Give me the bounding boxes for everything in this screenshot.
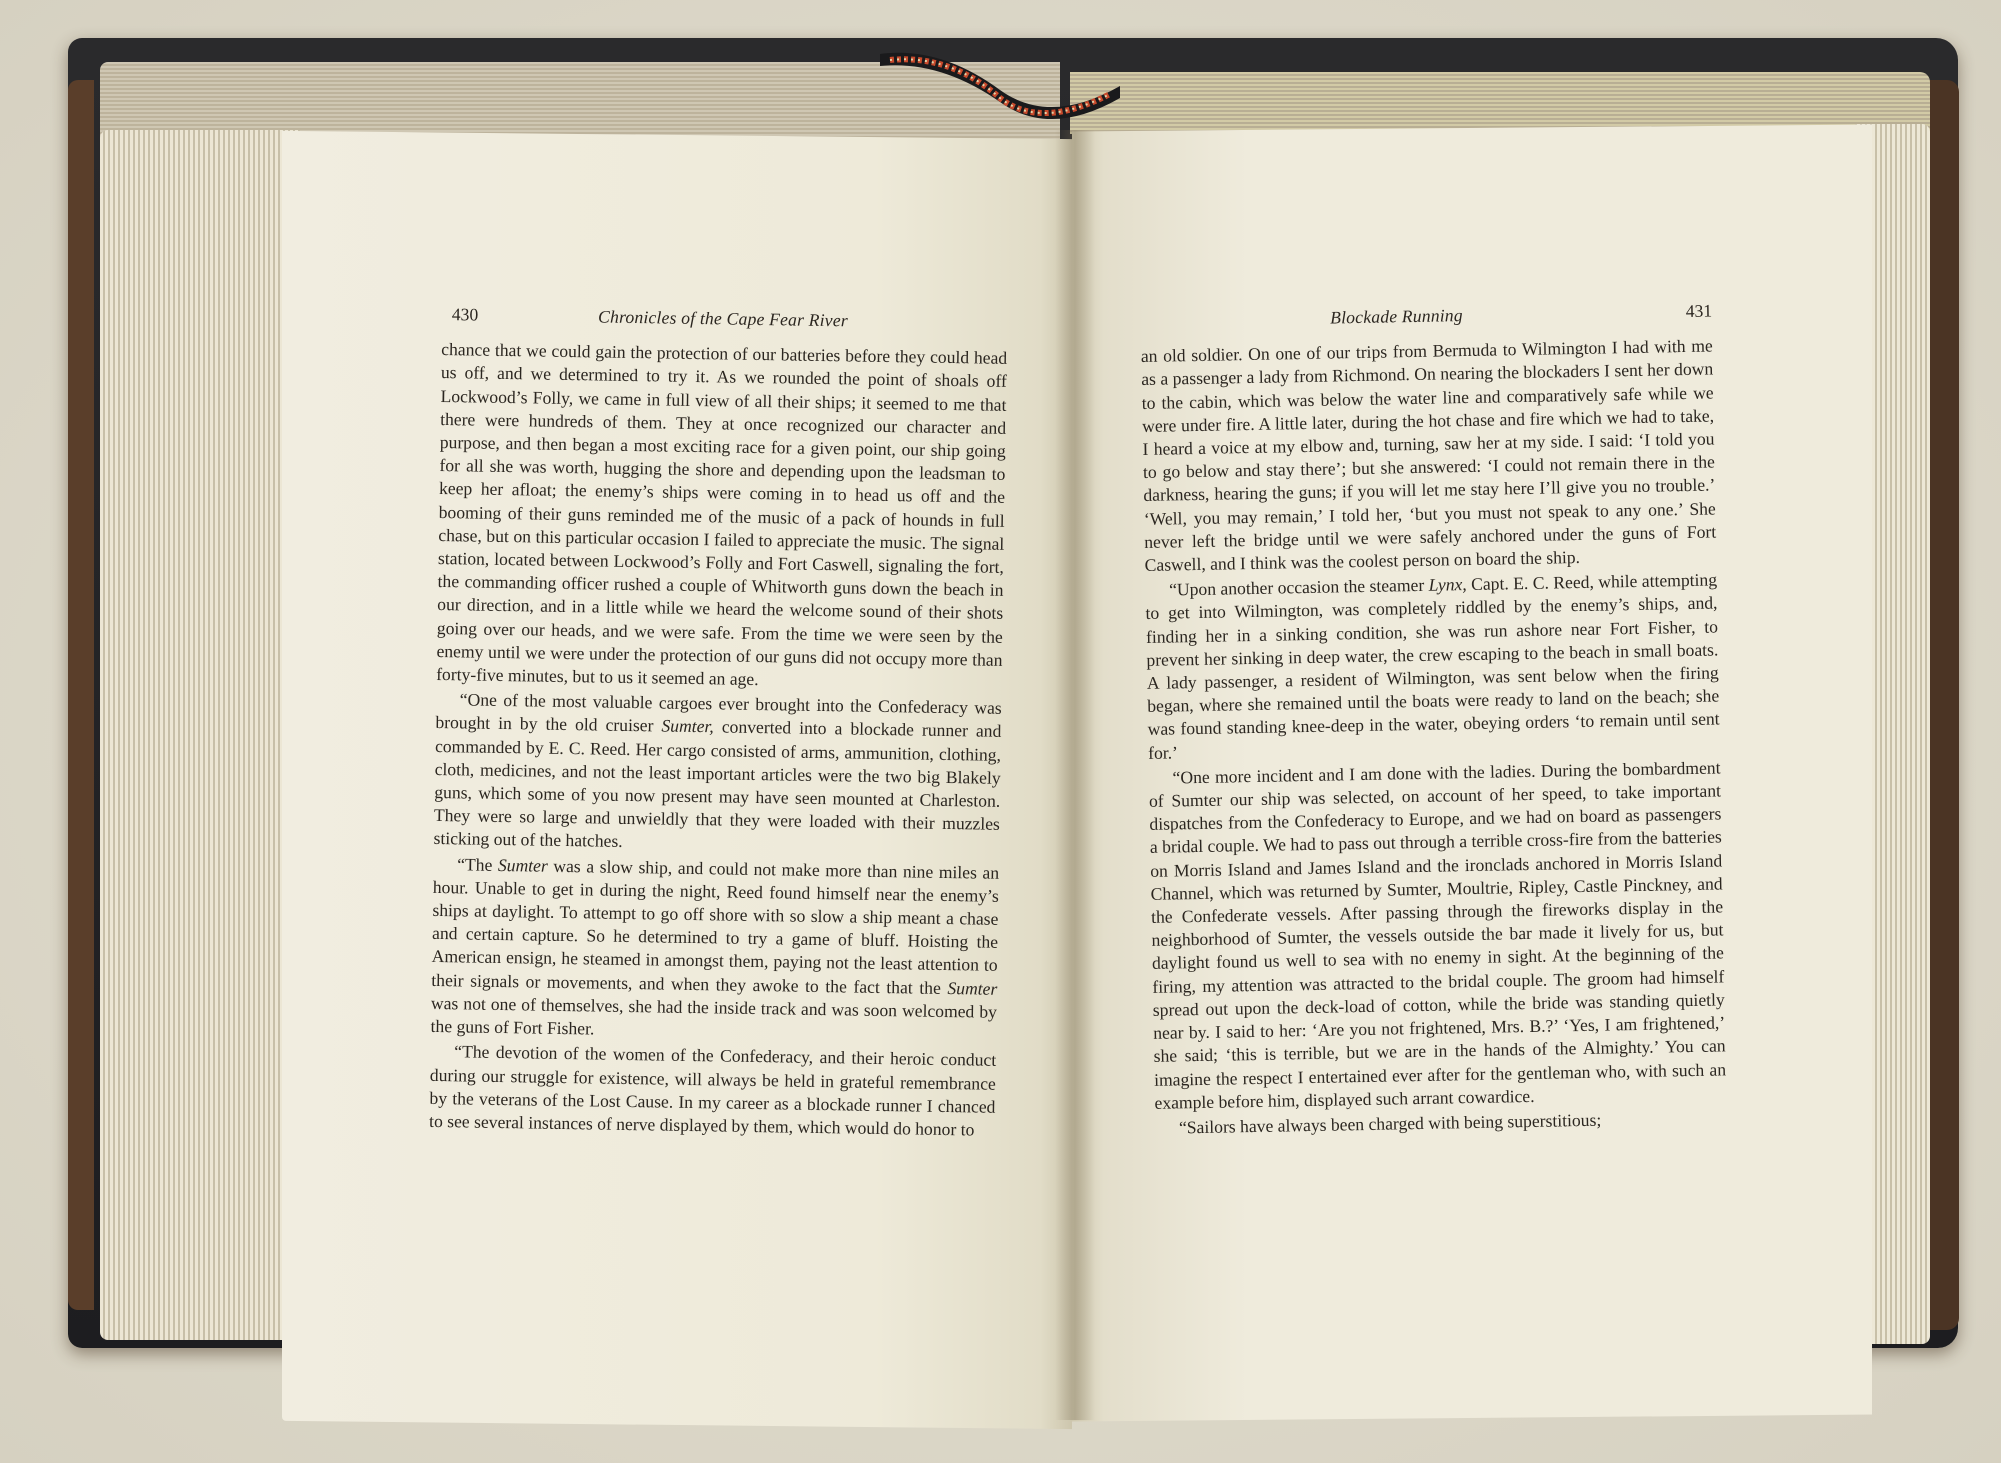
text-segment: “Upon another occasion the steamer <box>1168 574 1429 600</box>
left-page-body <box>429 338 1007 1142</box>
italic-text: Lynx, <box>1428 574 1467 595</box>
cover-edge-right <box>1925 80 1959 1330</box>
paragraph <box>436 338 1007 695</box>
text-segment: was a slow ship, and could not make more than nine miles an hour. Unable to get in during the night, Reed found himself near the enemy’s ships at daylight. To attempt to go off shore with so slow a ship meant a chase and certain capture. So he determined to try a game of bluff. Hoisting the American ensign, he steamed in amongst them, paying not the least attention to their signals or movements, and when they awoke to the fact that the <box>431 855 1000 998</box>
paragraph <box>430 853 999 1047</box>
text-segment: “The <box>457 853 499 875</box>
right-running-title: Blockade Running <box>1329 305 1464 328</box>
text-segment: was not one of themselves, she had the inside track and was soon welcomed by the guns of Fort Fisher. <box>430 992 998 1039</box>
right-page-number: 431 <box>1685 300 1713 321</box>
text-segment: “One of the most valuable cargoes ever brought into the Confederacy was brought in by the old cruiser <box>435 689 1002 736</box>
left-page-text <box>429 303 1008 1142</box>
italic-text: Sumter <box>947 977 998 999</box>
page-stack-left <box>100 130 300 1340</box>
paragraph <box>429 1040 996 1142</box>
text-segment: chance that we could gain the protection of our batteries before they could head us off, and we determined to try it. As we rounded the point of shoals off Lockwood’s Folly, we came in full view of all their ships; it seemed to me that there were hundreds of them. They at once recognized our character and purpose, and then began a most exciting race for a given point, our ship going for all she was worth, hugging the shore and depending upon the leadsman to keep her afloat; the enemy’s ships were coming in to head us off and the booming of their guns reminded me of the music of a pack of hounds in full chase, but on this particular occasion I failed to appreciate the music. The signal station, located between Lockwood’s Folly and Fort Caswell, signaling the fort, the commanding officer rushed a couple of Whitworth guns down the beach in our direction, and in a little while we heard the welcome sound of their shots going over our heads, and we were safe. From the time we were seen by the enemy until we were under the protection of our guns did not occupy more than forty-five minutes, but to us it seemed an age. <box>436 339 1008 690</box>
text-segment: “Sailors have always been charged with being superstitious; <box>1178 1109 1602 1138</box>
text-segment: converted into a blockade runner and commanded by E. C. Reed. Her cargo consisted of arms, ammunition, clothing, cloth, medicines, and not the least important articles were the two big Blakely guns, which some of you now present may have seen mounted at Charleston. They were so large and unwieldly that they were loaded with their muzzles sticking out of the hatches. <box>433 716 1002 852</box>
text-segment: an old soldier. On one of our trips from Bermuda to Wilmington I had with me as a passenger a lady from Richmond. On nearing the blockaders I sent her down to the cabin, which was below the water line and comparatively safe while we were under fire. A little later, during the hot chase and fire which we had to take, I heard a voice at my elbow and, turning, saw her at my side. I said: ‘I told you to go below and stay there’; but she answered: ‘I could not remain there in the darkness, hearing the guns; if you will let me stay here I’ll give you no trouble.’ ‘Well, you may remain,’ I told her, ‘but you must not speak to any one.’ She never left the bridge until we were safely anchored under the guns of Fort Caswell, and I think was the coolest person on board the ship. <box>1140 335 1717 575</box>
right-page-body <box>1141 335 1727 1140</box>
gutter-shadow <box>1055 130 1095 1420</box>
paragraph <box>1148 756 1726 1114</box>
ribbon-icon <box>880 46 1120 132</box>
left-running-title: Chronicles of the Cape Fear River <box>597 306 849 331</box>
left-page-number: 430 <box>451 304 479 325</box>
text-segment: Capt. E. C. Reed, while attempting to get into Wilmington, was completely riddled by the enemy’s ships, and, finding her in a sinking condition, she was run ashore near Fort Fisher, to prevent her sinking in deep water, the crew escaping to the beach in small boats. A lady passenger, a resident of Wilmington, was sent below when the firing began, where she remained until the boats were ready to land on the beach; she was found standing knee-deep in the water, obeying orders ‘to remain until sent for.’ <box>1145 569 1720 763</box>
bookmark-ribbon <box>880 46 1120 132</box>
right-page-text <box>1140 300 1727 1140</box>
italic-text: Sumter, <box>661 715 714 737</box>
left-head-spacer <box>968 328 1008 329</box>
paragraph <box>1141 335 1717 577</box>
paragraph <box>433 688 1001 859</box>
text-segment: “One more incident and I am done with the ladies. During the bombardment of Sumter our ship was selected, on account of her speed, to take important dispatches from the Confederacy to Europe, and we had on board as passengers a bridal couple. We had to pass out through a terrible cross-fire from the batteries on Morris Island and James Island and the ironclads anchored in Morris Island Channel, which was returned by Sumter, Moultrie, Ripley, Castle Pinckney, and the Confederate vessels. After passing through the fireworks display in the neighborhood of Sumter, the vessels outside the bar made it lively for us, but daylight found us well to sea with no enemy in sight. At the beginning of the firing, my attention was attracted to the bridal couple. The groom had himself spread out upon the deck-load of cotton, while the bride was standing quietly near by. I said to her: ‘Are you not frightened, Mrs. B.?’ ‘Yes, I am frightened,’ she said; ‘this is terrible, but we are in the hands of the Almighty.’ You can imagine the respect I entertained ever after for the gentleman who, with such an example before him, displayed such arrant cowardice. <box>1148 757 1727 1113</box>
paragraph <box>1145 569 1720 765</box>
text-segment: “The devotion of the women of the Confederacy, and their heroic conduct during our struggle for existence, will always be held in grateful remembrance by the veterans of the Lost Cause. In my career as a blockade runner I chanced to see several instances of nerve displayed by them, which would do honor to <box>428 1041 997 1140</box>
italic-text: Sumter <box>497 854 548 876</box>
cover-edge-left <box>68 80 94 1310</box>
